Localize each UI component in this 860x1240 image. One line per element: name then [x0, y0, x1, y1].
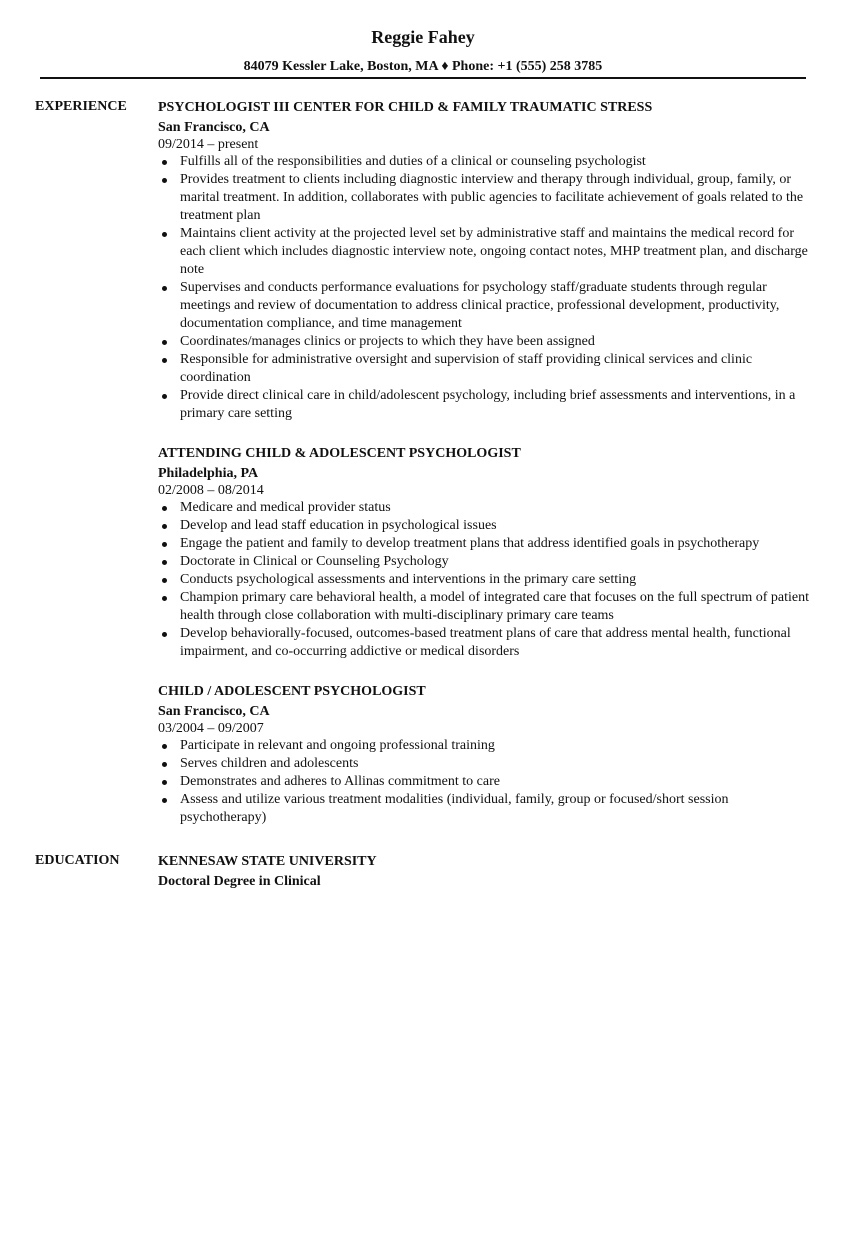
list-item	[180, 553, 812, 571]
duty-text: Doctorate in Clinical or Counseling Psychology	[180, 554, 449, 569]
education-heading: EDUCATION	[35, 853, 120, 868]
list-item	[180, 171, 812, 225]
bullet-icon	[162, 160, 167, 165]
bullet-icon	[162, 632, 167, 637]
bullet-icon	[162, 394, 167, 399]
list-item	[180, 153, 812, 171]
bullet-icon	[162, 286, 167, 291]
list-item	[180, 279, 812, 333]
list-item	[180, 737, 812, 755]
education-entry	[158, 853, 812, 891]
list-item	[180, 625, 812, 661]
bullet-icon	[162, 358, 167, 363]
duty-text: Develop behaviorally-focused, outcomes-based treatment plans of care that address mental health, functional impairment, and co-occurring addictive or medical disorders	[180, 626, 791, 659]
duty-text: Maintains client activity at the projected level set by administrative staff and maintains the medical record for each client which includes diagnostic interview note, ongoing contact notes, MHP treatment plan, and discharge note	[180, 226, 808, 277]
list-item	[180, 571, 812, 589]
job-location: San Francisco, CA	[158, 120, 270, 135]
bullet-icon	[162, 780, 167, 785]
header-divider	[40, 77, 806, 79]
job-dates: 09/2014 – present	[158, 137, 259, 152]
duty-text: Conducts psychological assessments and interventions in the primary care setting	[180, 572, 637, 587]
job-entry	[158, 683, 812, 827]
list-item	[180, 333, 812, 351]
duty-text: Responsible for administrative oversight and supervision of staff providing clinical services and clinic coordination	[180, 352, 753, 385]
duty-text: Coordinates/manages clinics or projects to which they have been assigned	[180, 334, 595, 349]
bullet-icon	[162, 596, 167, 601]
job-duties-list	[158, 499, 812, 661]
duty-text: Engage the patient and family to develop treatment plans that address identified goals in psychotherapy	[180, 536, 760, 551]
bullet-icon	[162, 744, 167, 749]
job-duties-list	[158, 737, 812, 827]
duty-text: Medicare and medical provider status	[180, 500, 391, 515]
job-dates: 02/2008 – 08/2014	[158, 483, 264, 498]
list-item	[180, 225, 812, 279]
duty-text: Assess and utilize various treatment modalities (individual, family, group or focused/short session psychotherapy)	[180, 792, 729, 825]
job-location: Philadelphia, PA	[158, 466, 259, 481]
duty-text: Provide direct clinical care in child/adolescent psychology, including brief assessments and interventions, in a primary care setting	[180, 388, 796, 421]
bullet-icon	[162, 524, 167, 529]
job-entry	[158, 445, 812, 661]
bullet-icon	[162, 560, 167, 565]
job-duties-list	[158, 153, 812, 423]
list-item	[180, 517, 812, 535]
bullet-icon	[162, 178, 167, 183]
candidate-name: Reggie Fahey	[371, 27, 475, 47]
list-item	[180, 773, 812, 791]
job-title: CHILD / ADOLESCENT PSYCHOLOGIST	[158, 684, 426, 699]
job-dates: 03/2004 – 09/2007	[158, 721, 264, 736]
duty-text: Participate in relevant and ongoing professional training	[180, 738, 495, 753]
duty-text: Supervises and conducts performance evaluations for psychology staff/graduate students through regular meetings and review of documentation to address clinical practice, professional development, productivity, documentation compliance, and time management	[180, 280, 780, 331]
job-title: ATTENDING CHILD & ADOLESCENT PSYCHOLOGIST	[158, 446, 521, 461]
duty-text: Champion primary care behavioral health, a model of integrated care that focuses on the full spectrum of patient health through close collaboration with multi-disciplinary primary care teams	[180, 590, 809, 623]
duty-text: Demonstrates and adheres to Allinas commitment to care	[180, 774, 500, 789]
list-item	[180, 535, 812, 553]
bullet-icon	[162, 340, 167, 345]
list-item	[180, 755, 812, 773]
job-entry	[158, 99, 812, 423]
bullet-icon	[162, 798, 167, 803]
school-name: KENNESAW STATE UNIVERSITY	[158, 854, 377, 869]
list-item	[180, 589, 812, 625]
bullet-icon	[162, 542, 167, 547]
list-item	[180, 791, 812, 827]
list-item	[180, 351, 812, 387]
list-item	[180, 387, 812, 423]
job-title: PSYCHOLOGIST III CENTER FOR CHILD & FAMILY TRAUMATIC STRESS	[158, 100, 653, 115]
list-item	[180, 499, 812, 517]
duty-text: Develop and lead staff education in psychological issues	[180, 518, 497, 533]
bullet-icon	[162, 232, 167, 237]
bullet-icon	[162, 578, 167, 583]
duty-text: Provides treatment to clients including diagnostic interview and therapy through individual, group, family, or marital treatment. In addition, collaborates with public agencies to facilitate achievement of goals related to the treatment plan	[180, 172, 804, 223]
bullet-icon	[162, 506, 167, 511]
duty-text: Serves children and adolescents	[180, 756, 359, 771]
experience-heading: EXPERIENCE	[35, 99, 127, 114]
contact-line: 84079 Kessler Lake, Boston, MA ♦ Phone: +1 (555) 258 3785	[243, 59, 603, 74]
duty-text: Fulfills all of the responsibilities and duties of a clinical or counseling psychologist	[180, 154, 646, 169]
job-location: San Francisco, CA	[158, 704, 270, 719]
degree-name: Doctoral Degree in Clinical	[158, 874, 321, 889]
bullet-icon	[162, 762, 167, 767]
